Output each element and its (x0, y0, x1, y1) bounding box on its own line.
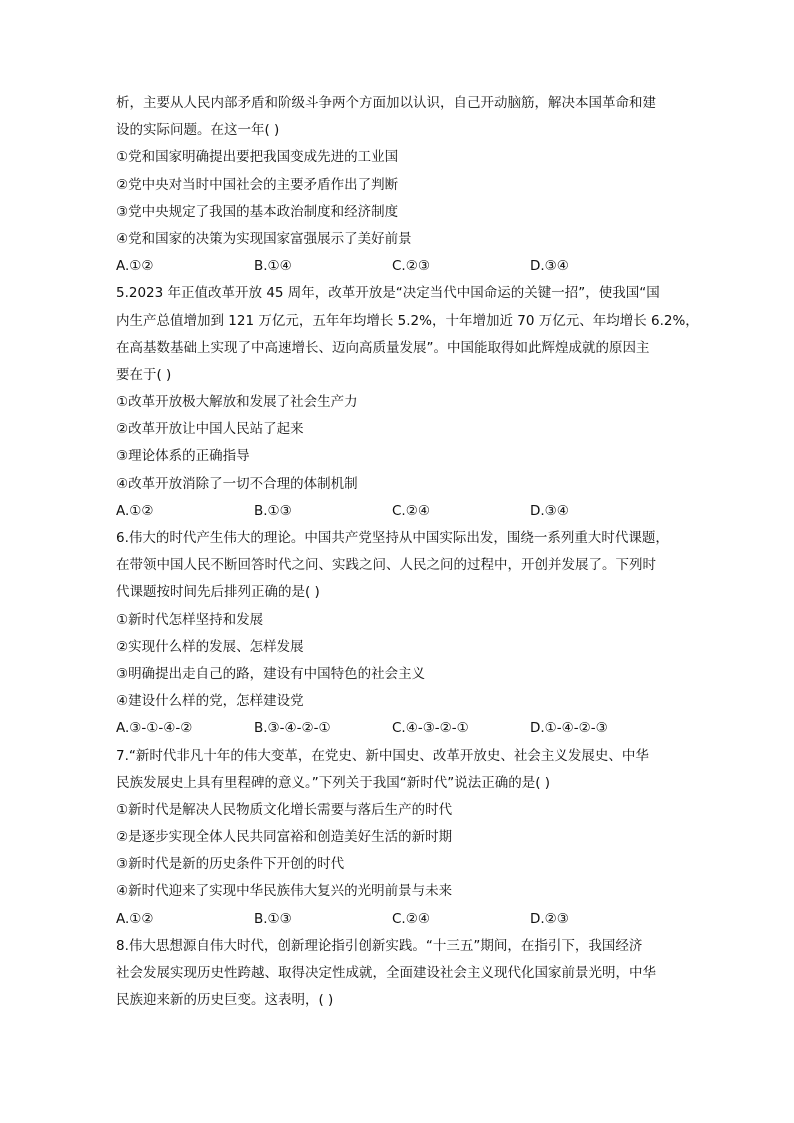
option-c: C.②④ (392, 910, 430, 927)
option-b: B.①④ (254, 258, 292, 275)
option-d: D.③④ (530, 258, 569, 275)
page-content (116, 90, 699, 1014)
option-a: A.③-①-④-② (116, 720, 193, 737)
question-8 (116, 933, 686, 1015)
option-a: A.①② (116, 910, 154, 927)
statement-item: ④改革开放消除了一切不合理的体制机制 (116, 475, 358, 492)
statement-item: ①新时代怎样坚持和发展 (116, 611, 264, 628)
option-a: A.①② (116, 502, 154, 519)
statement-item: ②改革开放让中国人民站了起来 (116, 421, 304, 438)
statement-item: ②党中央对当时中国社会的主要矛盾作出了判断 (116, 176, 399, 193)
question-stem-line: 要在于( ) (116, 366, 172, 383)
question-stem-line: 代课题按时间先后排列正确的是( ) (116, 584, 320, 601)
question-stem-line: 社会发展实现历史性跨越、取得决定性成就，全面建设社会主义现代化国家前景光明，中华 (116, 965, 656, 981)
option-d: D.①-④-②-③ (530, 720, 608, 737)
question-5 (116, 280, 699, 525)
statement-item: ②是逐步实现全体人民共同富裕和创造美好生活的新时期 (116, 829, 453, 846)
option-a: A.①② (116, 258, 154, 275)
question-stem-line: 内生产总值增加到 121 万亿元，五年年均增长 5.2%，十年增加近 70 万亿元、年均增长 6.2%， (116, 312, 699, 329)
option-c: C.④-③-②-① (392, 720, 469, 737)
question-stem-line: 5.2023 年正值改革开放 45 周年，改革开放是“决定当代中国命运的关键一招”，使我国“国 (116, 285, 660, 302)
question-stem-line: 民族迎来新的历史巨变。这表明，( ) (116, 992, 334, 1009)
statement-item: ①党和国家明确提出要把我国变成先进的工业国 (116, 149, 399, 166)
statement-item: ③新时代是新的历史条件下开创的时代 (116, 856, 345, 873)
answer-options (116, 498, 686, 525)
statement-item: ①改革开放极大解放和发展了社会生产力 (116, 394, 358, 411)
question-stem-line: 民族发展史上具有里程碑的意义。”下列关于我国“新时代”说法正确的是( ) (116, 774, 551, 791)
question-stem-line: 析，主要从人民内部矛盾和阶级斗争两个方面加以认识，自己开动脑筋，解决本国革命和建 (116, 95, 656, 111)
question-stem-line: 设的实际问题。在这一年( ) (116, 122, 280, 139)
question-stem-line: 7.“新时代非凡十年的伟大变革，在党史、新中国史、改革开放史、社会主义发展史、中华 (116, 747, 649, 764)
option-d: D.②③ (530, 910, 569, 927)
statement-item: ③明确提出走自己的路，建设有中国特色的社会主义 (116, 665, 426, 682)
statement-item: ④新时代迎来了实现中华民族伟大复兴的光明前景与未来 (116, 883, 453, 900)
statement-item: ①新时代是解决人民物质文化增长需要与落后生产的时代 (116, 801, 453, 818)
statement-item: ②实现什么样的发展、怎样发展 (116, 638, 304, 655)
answer-options (116, 253, 686, 280)
option-d: D.③④ (530, 502, 569, 519)
option-b: B.①③ (254, 910, 292, 927)
question-7 (116, 743, 686, 933)
option-b: B.③-④-②-① (254, 720, 331, 737)
option-c: C.②④ (392, 502, 430, 519)
option-b: B.①③ (254, 502, 292, 519)
statement-item: ④建设什么样的党，怎样建设党 (116, 693, 304, 710)
question-4 (116, 90, 686, 280)
statement-item: ③理论体系的正确指导 (116, 448, 250, 465)
answer-options (116, 906, 686, 933)
question-6 (116, 525, 686, 743)
question-stem-line: 6.伟大的时代产生伟大的理论。中国共产党坚持从中国实际出发，围绕一系列重大时代课题， (116, 530, 669, 546)
answer-options (116, 715, 686, 742)
question-stem-line: 在带领中国人民不断回答时代之问、实践之问、人民之问的过程中，开创并发展了。下列时 (116, 557, 656, 574)
question-stem-line: 8.伟大思想源自伟大时代，创新理论指引创新实践。“十三五”期间，在指引下，我国经济 (116, 937, 643, 954)
statement-item: ④党和国家的决策为实现国家富强展示了美好前景 (116, 230, 412, 247)
statement-item: ③党中央规定了我国的基本政治制度和经济制度 (116, 203, 399, 220)
question-stem-line: 在高基数基础上实现了中高速增长、迈向高质量发展”。中国能取得如此辉煌成就的原因主 (116, 339, 650, 356)
option-c: C.②③ (392, 258, 430, 275)
